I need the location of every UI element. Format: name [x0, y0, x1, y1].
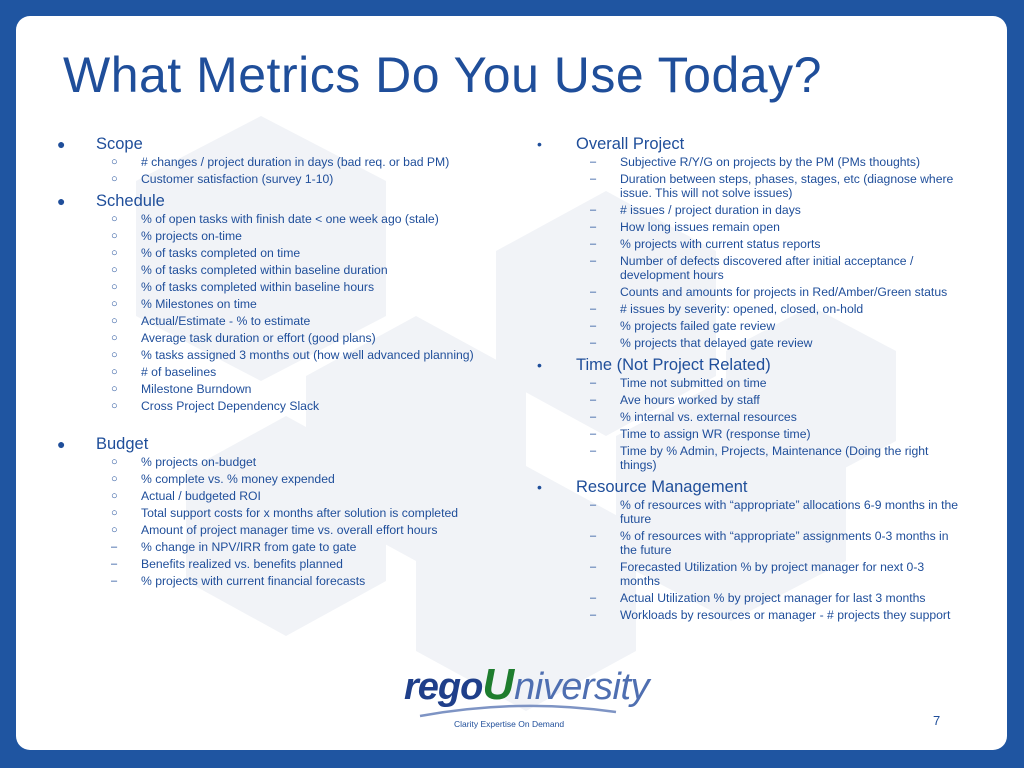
bullet-icon: ○ [111, 366, 118, 378]
bullet-icon: – [111, 541, 118, 553]
bullet-icon: ○ [111, 247, 118, 259]
list-item: – Time to assign WR (response time) [590, 427, 811, 441]
dash-icon: – [590, 221, 597, 233]
schedule-list [56, 212, 476, 413]
section-scope [56, 134, 476, 186]
list-item: ○ % of open tasks with finish date < one week ago (stale) [111, 212, 439, 226]
list-item: – Benefits realized vs. benefits planned [111, 557, 343, 571]
list-item: – Actual Utilization % by project manager for last 3 months [590, 591, 926, 605]
list-item: ○ Actual / budgeted ROI [111, 489, 261, 503]
section-schedule [56, 191, 476, 413]
bullet-icon: ○ [111, 456, 118, 468]
bullet-icon: ○ [111, 315, 118, 327]
dash-icon: – [590, 303, 597, 315]
list-item: ○ % Milestones on time [111, 297, 257, 311]
list-item: – # issues by severity: opened, closed, on-hold [590, 302, 864, 316]
bullet-icon: • [537, 479, 542, 495]
bullet-icon: ● [57, 136, 66, 152]
bullet-icon: ○ [111, 173, 118, 185]
bullet-icon: ○ [111, 264, 118, 276]
section-budget [56, 434, 476, 588]
list-item: ○ Total support costs for x months after solution is completed [111, 506, 459, 520]
dash-icon: – [590, 499, 597, 511]
bullet-icon: ○ [111, 383, 118, 395]
bullet-icon: ○ [111, 490, 118, 502]
bullet-icon: ○ [111, 230, 118, 242]
list-item: – Time by % Admin, Projects, Maintenance (Doing the right things) [590, 444, 929, 472]
budget-list [56, 455, 476, 588]
bullet-icon: – [111, 575, 118, 587]
list-item: – % projects that delayed gate review [590, 336, 813, 350]
list-item: ○ Customer satisfaction (survey 1-10) [111, 172, 334, 186]
dash-icon: – [590, 377, 597, 389]
list-item: – % projects failed gate review [590, 319, 776, 333]
dash-icon: – [590, 173, 597, 185]
bullet-icon: • [537, 357, 542, 373]
list-item: ○ Milestone Burndown [111, 382, 252, 396]
dash-icon: – [590, 561, 597, 573]
bullet-icon: ● [57, 436, 66, 452]
list-item: – % projects with current status reports [590, 237, 821, 251]
list-item: ○ % of tasks completed within baseline hours [111, 280, 375, 294]
rego-university-logo [404, 660, 650, 734]
page-number: 7 [933, 713, 941, 728]
left-column [56, 134, 476, 591]
resource-management-list [534, 498, 964, 622]
dash-icon: – [590, 394, 597, 406]
dash-icon: – [590, 592, 597, 604]
dash-icon: – [590, 337, 597, 349]
logo-wordmark: regoUniversity [404, 660, 650, 709]
list-item: – % of resources with “appropriate” assignments 0-3 months in the future [590, 529, 949, 557]
dash-icon: – [590, 156, 597, 168]
time-list [534, 376, 964, 472]
dash-icon: – [590, 255, 597, 267]
dash-icon: – [590, 411, 597, 423]
slide-title: What Metrics Do You Use Today? [63, 47, 822, 103]
section-resource-management [534, 477, 964, 622]
section-heading: • Time (Not Project Related) [537, 356, 771, 374]
list-item: – # issues / project duration in days [590, 203, 801, 217]
list-item: ○ Average task duration or effort (good plans) [111, 331, 376, 345]
dash-icon: – [590, 286, 597, 298]
dash-icon: – [590, 445, 597, 457]
bullet-icon: ● [57, 193, 66, 209]
dash-icon: – [590, 609, 597, 621]
bullet-icon: ○ [111, 524, 118, 536]
list-item: ○ % projects on-time [111, 229, 242, 243]
section-heading: • Overall Project [537, 135, 685, 153]
bullet-icon: ○ [111, 213, 118, 225]
list-item: ○ Actual/Estimate - % to estimate [111, 314, 311, 328]
list-item: – Counts and amounts for projects in Red/Amber/Green status [590, 285, 948, 299]
dash-icon: – [590, 204, 597, 216]
dash-icon: – [590, 320, 597, 332]
list-item: – Subjective R/Y/G on projects by the PM (PMs thoughts) [590, 155, 921, 169]
bullet-icon: • [537, 136, 542, 152]
section-overall-project [534, 134, 964, 350]
list-item: ○ % projects on-budget [111, 455, 257, 469]
list-item: – How long issues remain open [590, 220, 780, 234]
list-item: – Number of defects discovered after initial acceptance / development hours [590, 254, 914, 282]
bullet-icon: ○ [111, 156, 118, 168]
section-heading: • Resource Management [537, 478, 748, 496]
list-item: – Forecasted Utilization % by project manager for next 0-3 months [590, 560, 925, 588]
list-item: – % projects with current financial forecasts [111, 574, 366, 588]
list-item: ○ % complete vs. % money expended [111, 472, 335, 486]
list-item: ○ % tasks assigned 3 months out (how well advanced planning) [111, 348, 474, 362]
dash-icon: – [590, 530, 597, 542]
swoosh-icon [418, 702, 618, 718]
scope-list [56, 155, 476, 186]
bullet-icon: ○ [111, 349, 118, 361]
list-item: ○ Cross Project Dependency Slack [111, 399, 320, 413]
list-item: – % internal vs. external resources [590, 410, 797, 424]
bullet-icon: ○ [111, 332, 118, 344]
list-item: ○ % of tasks completed on time [111, 246, 301, 260]
section-heading: ● Scope [57, 135, 143, 153]
right-column [534, 134, 964, 625]
bullet-icon: ○ [111, 473, 118, 485]
list-item: ○ # changes / project duration in days (bad req. or bad PM) [111, 155, 450, 169]
list-item: – Workloads by resources or manager - # projects they support [590, 608, 951, 622]
bullet-icon: ○ [111, 281, 118, 293]
list-item: – % change in NPV/IRR from gate to gate [111, 540, 357, 554]
list-item: – Time not submitted on time [590, 376, 767, 390]
overall-project-list [534, 155, 964, 350]
dash-icon: – [590, 428, 597, 440]
bullet-icon: ○ [111, 400, 118, 412]
section-heading: ● Schedule [57, 192, 165, 210]
bullet-icon: – [111, 558, 118, 570]
logo-tagline: Clarity Expertise On Demand [454, 719, 565, 729]
dash-icon: – [590, 238, 597, 250]
list-item: ○ # of baselines [111, 365, 217, 379]
section-heading: ● Budget [57, 435, 149, 453]
list-item: ○ % of tasks completed within baseline duration [111, 263, 388, 277]
slide [16, 16, 1007, 750]
list-item: – % of resources with “appropriate” allocations 6-9 months in the future [590, 498, 959, 526]
list-item: ○ Amount of project manager time vs. overall effort hours [111, 523, 438, 537]
bullet-icon: ○ [111, 298, 118, 310]
list-item: – Duration between steps, phases, stages, etc (diagnose where issue. This will not solve issues) [590, 172, 954, 200]
bullet-icon: ○ [111, 507, 118, 519]
section-time [534, 355, 964, 472]
list-item: – Ave hours worked by staff [590, 393, 760, 407]
